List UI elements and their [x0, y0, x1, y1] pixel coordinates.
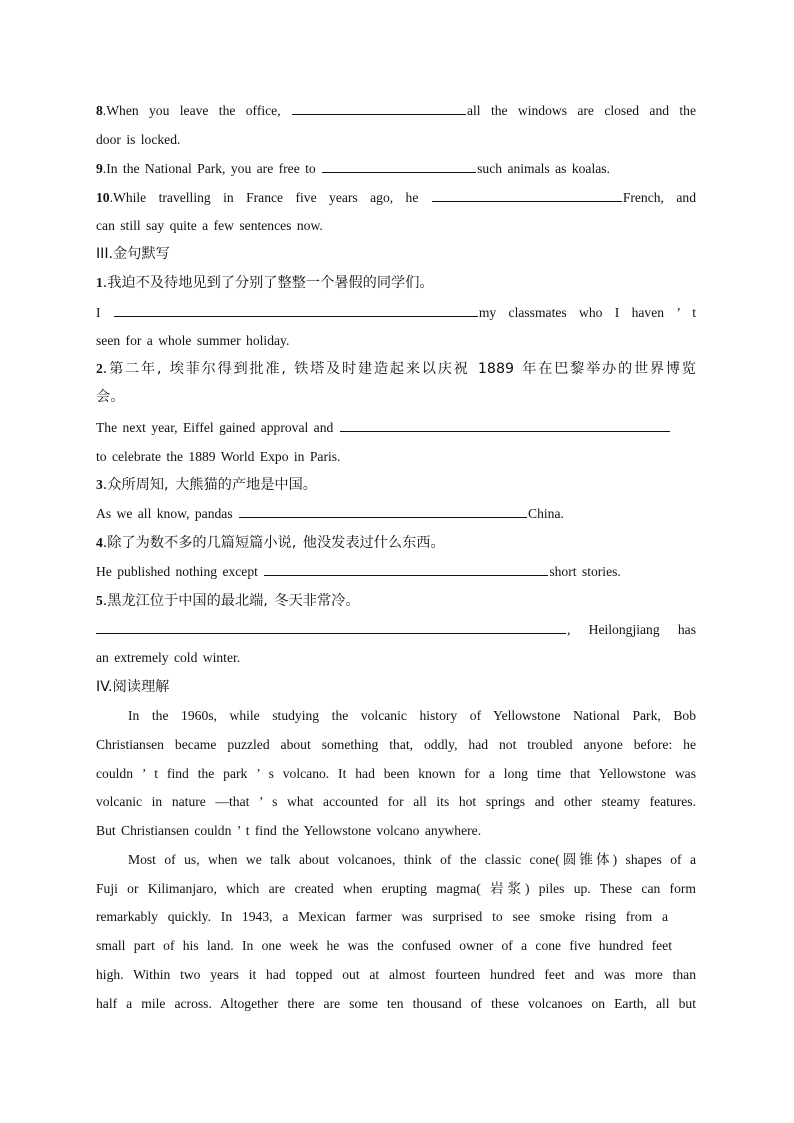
question-number: 9 [96, 161, 103, 176]
sentence-text: China. [528, 506, 564, 521]
sentence-number: 3 [96, 477, 103, 492]
question-number: 8 [96, 103, 103, 118]
passage-line: couldn ’ t find the park ’ s volcano. It had been known for a long time that Yellowstone was [96, 766, 696, 781]
passage-line: Most of us, when we talk about volcanoes, think of the classic cone(圆锥体) shapes of a [128, 852, 696, 867]
sentence-text: As we all know, pandas [96, 506, 233, 521]
passage-line-text: remarkably quickly. In 1943, a Mexican farmer was surprised to see smoke rising from a [96, 909, 668, 924]
passage-line: Fuji or Kilimanjaro, which are created when erupting magma( 岩浆) piles up. These can form [96, 881, 696, 896]
sentence-2-chinese-continuation: 会。 [96, 389, 125, 405]
answer-blank[interactable] [96, 621, 566, 634]
passage-line: Christiansen became puzzled about something that, oddly, had not troubled anyone before: he [96, 737, 696, 752]
chinese-prompt: .黑龙江位于中国的最北端, 冬天非常冷。 [102, 593, 360, 609]
chinese-prompt: .我迫不及待地见到了分别了整整一个暑假的同学们。 [102, 275, 434, 291]
passage-line [96, 937, 672, 955]
sentence-1-continuation: seen for a whole summer holiday. [96, 333, 290, 348]
sentence-5-english [96, 621, 696, 639]
chinese-prompt: .众所周知, 大熊猫的产地是中国。 [102, 477, 317, 493]
answer-blank[interactable] [340, 419, 670, 432]
sentence-text: my classmates who I haven ’ t [478, 305, 696, 320]
answer-blank[interactable] [239, 505, 527, 518]
answer-blank[interactable] [432, 189, 622, 202]
sentence-number: 1 [96, 275, 103, 290]
sentence-number: 2 [96, 361, 103, 376]
question-10-continuation: can still say quite a few sentences now. [96, 218, 323, 233]
passage-line: volcanic in nature —that ’ s what accounted for all its hot springs and other steamy features. [96, 794, 696, 809]
sentence-5-chinese [96, 592, 360, 610]
question-text: all the windows are closed and the [467, 103, 697, 118]
answer-blank[interactable] [322, 160, 476, 173]
sentence-4-chinese [96, 534, 445, 552]
sentence-2-chinese [96, 360, 696, 378]
section-heading-4: IV.阅读理解 [96, 679, 170, 695]
sentence-3-chinese [96, 476, 317, 494]
passage-line: half a mile across. Altogether there are some ten thousand of these volcanoes on Earth, all but [96, 996, 696, 1011]
passage-line: But Christiansen couldn ’ t find the Yellowstone volcano anywhere. [96, 823, 482, 838]
sentence-3-english [96, 505, 564, 523]
question-9 [96, 160, 610, 178]
sentence-4-english [96, 563, 621, 581]
passage-line: In the 1960s, while studying the volcanic history of Yellowstone National Park, Bob [128, 708, 696, 723]
sentence-text: I [96, 305, 101, 320]
question-8 [96, 102, 696, 120]
chinese-prompt: .除了为数不多的几篇短篇小说, 他没发表过什么东西。 [102, 535, 445, 551]
passage-line-text: small part of his land. In one week he was the confused owner of a cone five hundred feet [96, 938, 672, 953]
sentence-number: 4 [96, 535, 103, 550]
passage-line [96, 908, 668, 926]
answer-blank[interactable] [264, 563, 548, 576]
sentence-1-english [96, 304, 696, 322]
sentence-text: , Heilongjiang has [567, 622, 696, 637]
question-10 [96, 189, 696, 207]
section-heading-3: III.金句默写 [96, 246, 170, 262]
question-number: 10 [96, 190, 110, 205]
chinese-prompt: .第二年, 埃菲尔得到批准, 铁塔及时建造起来以庆祝 1889 年在巴黎举办的世界博览 [102, 361, 696, 377]
sentence-text: He published nothing except [96, 564, 258, 579]
question-text: .In the National Park, you are free to [102, 161, 316, 176]
sentence-text: The next year, Eiffel gained approval and [96, 420, 334, 435]
passage-line: high. Within two years it had topped out at almost fourteen hundred feet and was more than [96, 967, 696, 982]
sentence-5-continuation: an extremely cold winter. [96, 650, 241, 665]
answer-blank[interactable] [292, 102, 466, 115]
answer-blank[interactable] [114, 304, 478, 317]
question-8-continuation: door is locked. [96, 132, 181, 147]
sentence-1-chinese [96, 274, 434, 292]
question-text: such animals as koalas. [477, 161, 610, 176]
sentence-2-english [96, 419, 671, 437]
sentence-text: short stories. [549, 564, 621, 579]
sentence-number: 5 [96, 593, 103, 608]
question-text: French, and [622, 190, 696, 205]
sentence-2-continuation: to celebrate the 1889 World Expo in Paris. [96, 449, 341, 464]
question-text: .When you leave the office, [102, 103, 281, 118]
question-text: .While travelling in France five years ago, he [109, 190, 419, 205]
